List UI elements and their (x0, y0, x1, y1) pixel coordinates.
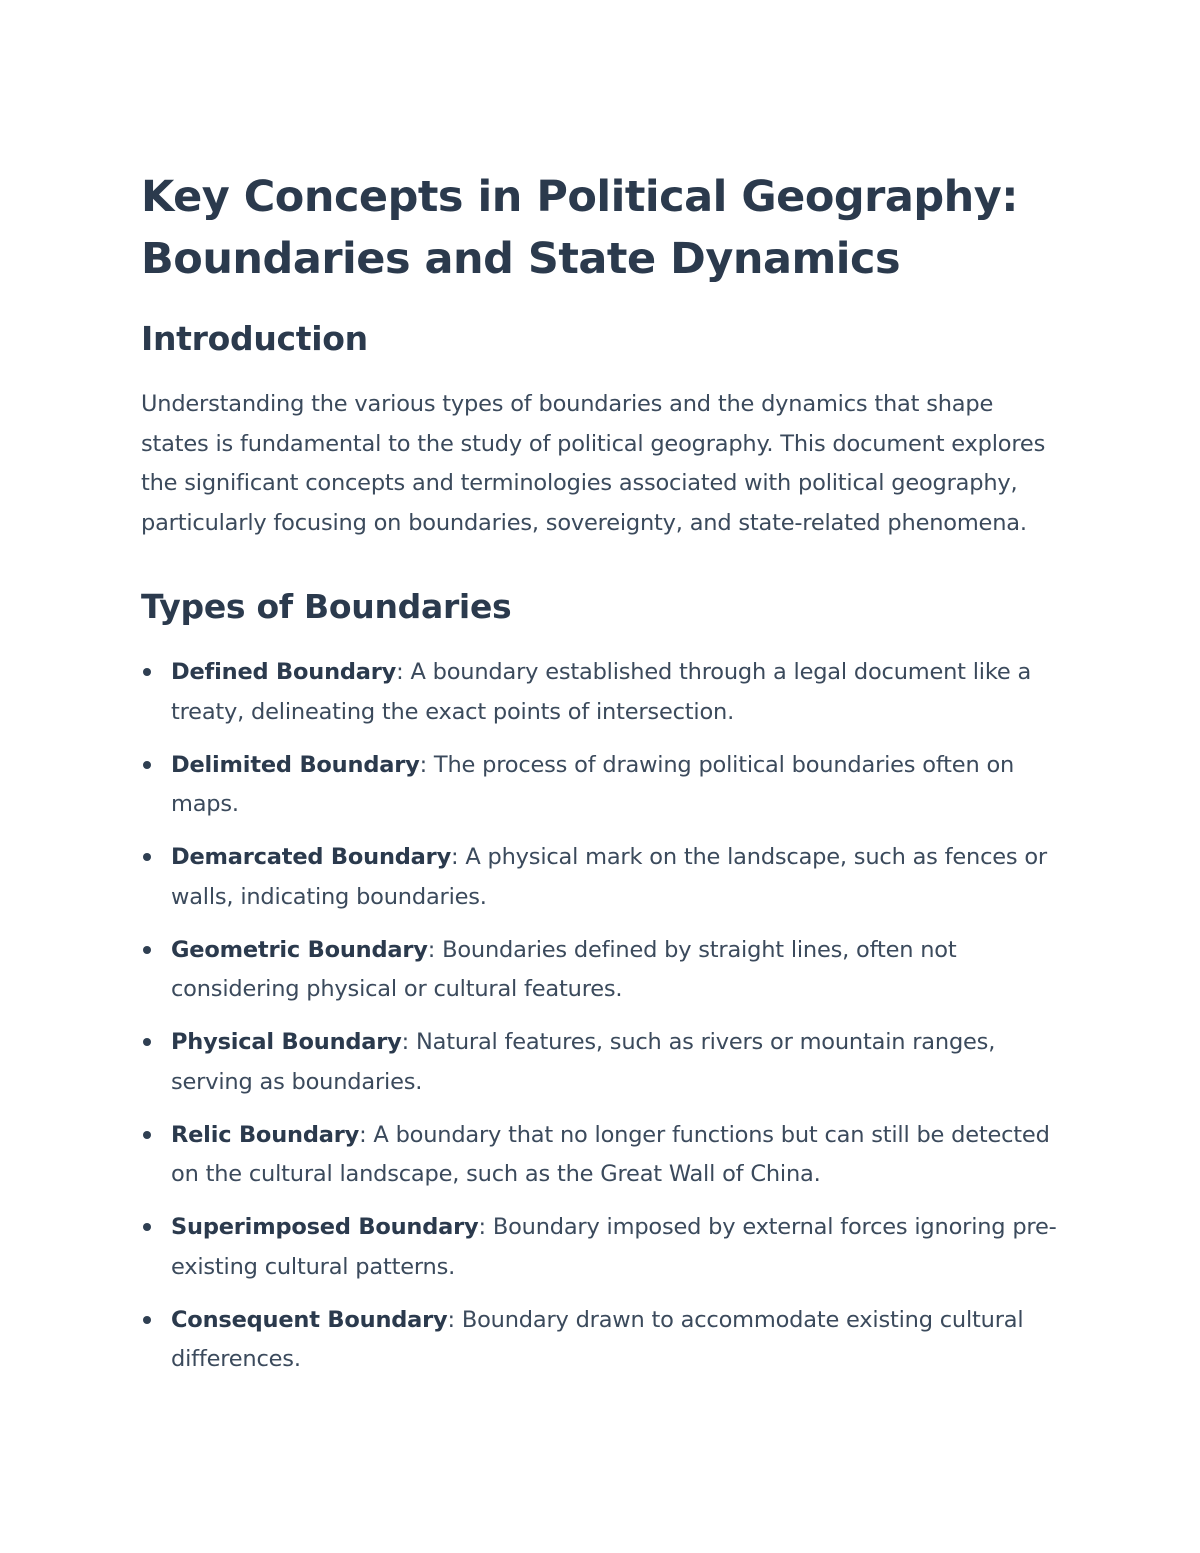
boundary-term: Demarcated Boundary (171, 844, 452, 870)
list-item (141, 653, 1061, 732)
list-item (141, 931, 1061, 1010)
boundary-term: Delimited Boundary (171, 751, 420, 778)
bullet-icon (143, 1223, 151, 1231)
boundary-term: Physical Boundary (171, 1029, 402, 1055)
introduction-heading: Introduction (141, 319, 368, 358)
term-separator: : (419, 751, 427, 778)
boundary-types-list (141, 653, 1061, 1380)
bullet-icon (143, 946, 151, 954)
term-separator: : (427, 936, 436, 963)
boundary-term: Superimposed Boundary (171, 1214, 479, 1240)
bullet-icon (143, 1316, 151, 1324)
boundary-description: Boundary drawn to accommodate existing cultural differences. (171, 1306, 1024, 1372)
term-separator: : (359, 1121, 367, 1148)
boundary-term: Consequent Boundary (171, 1306, 448, 1333)
boundary-term: Geometric Boundary (171, 936, 428, 963)
boundary-description: Boundary imposed by external forces ignoring pre-existing cultural patterns. (171, 1214, 1057, 1280)
term-separator: : (401, 1029, 410, 1055)
term-separator: : (451, 844, 459, 870)
bullet-icon (143, 1131, 151, 1139)
list-item (141, 1301, 1061, 1380)
boundary-description: The process of drawing political boundaries often on maps. (171, 751, 1015, 817)
bullet-icon (143, 1038, 151, 1046)
boundary-description: A physical mark on the landscape, such as fences or walls, indicating boundaries. (171, 844, 1047, 910)
bullet-icon (143, 668, 151, 676)
boundary-description: A boundary established through a legal document like a treaty, delineating the exact points of intersection. (171, 659, 1032, 725)
boundary-term: Relic Boundary (171, 1121, 360, 1148)
document-page (141, 166, 1061, 1393)
types-of-boundaries-heading: Types of Boundaries (141, 587, 512, 626)
boundary-description: A boundary that no longer functions but can still be detected on the cultural landscape, such as the Great Wall of China. (171, 1121, 1050, 1187)
term-separator: : (447, 1306, 455, 1333)
term-separator: : (478, 1214, 486, 1240)
document-title: Key Concepts in Political Geography: Boundaries and State Dynamics (141, 172, 1018, 284)
bullet-icon (143, 761, 151, 769)
term-separator: : (396, 659, 404, 685)
list-item (141, 838, 1061, 917)
boundary-term: Defined Boundary (171, 659, 397, 685)
boundary-description: Boundaries defined by straight lines, often not considering physical or cultural features. (171, 936, 957, 1002)
bullet-icon (143, 853, 151, 861)
introduction-paragraph: Understanding the various types of boundaries and the dynamics that shape states is fundamental to the study of political geography. This document explores the significant concepts and terminologies associated with political geography, particularly focusing on boundaries, sovereignty, and state-related phenomena. (141, 391, 1046, 536)
boundary-description: Natural features, such as rivers or mountain ranges, serving as boundaries. (171, 1029, 996, 1095)
list-item (141, 746, 1061, 825)
list-item (141, 1116, 1061, 1195)
list-item (141, 1208, 1061, 1287)
list-item (141, 1023, 1061, 1102)
